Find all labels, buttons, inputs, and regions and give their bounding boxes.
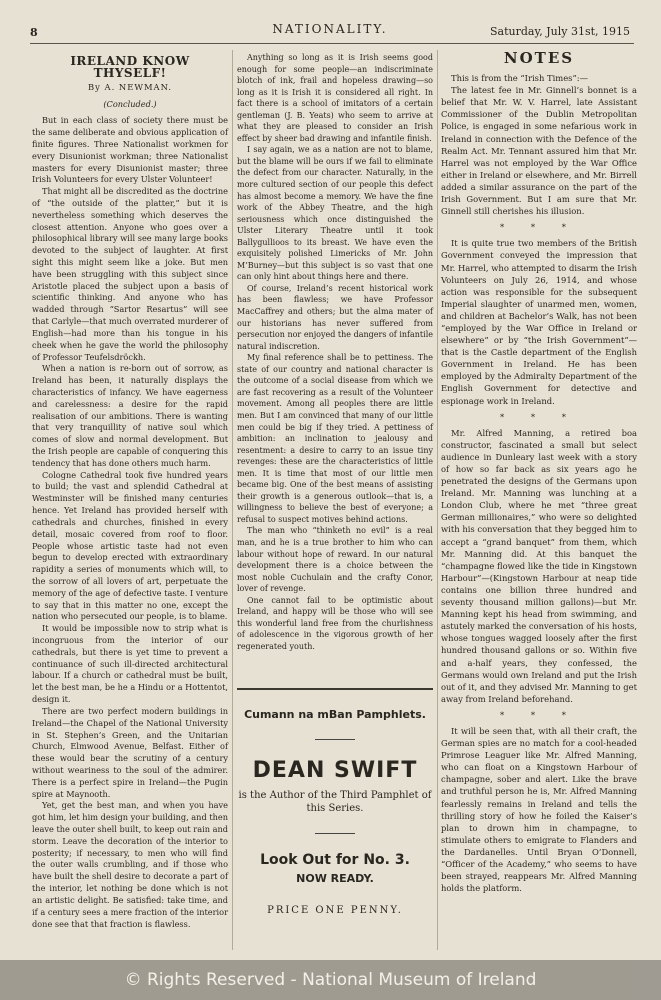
page-number: 8	[30, 26, 38, 39]
section-stars: * * *	[500, 222, 578, 233]
paragraph: Anything so long as it is Irish seems good enough for some people—an indiscriminate blotch of ink, frail and hopeless drawing—so long as it is Irish it is considered all right. In fact there is a school of imitators of a certain gentleman (J. B. Yeats) who seem to arrive at what they are pleased to consider an Irish effect by sheer bad drawing and infantile finish.	[237, 53, 433, 143]
paragraph: Of course, Ireland’s recent historical work has been flawless; we have Professor MacCaffrey and others; but the alma mater of our historians has never suffered from persecution nor enjoyed the dangers of infantile natural indiscretion.	[237, 283, 433, 351]
column-divider	[437, 50, 438, 950]
paragraph: I say again, we as a nation are not to blame, but the blame will be ours if we fail to eliminate the defect from our character. Naturally, in the more cultured section of our people this defect has almost become a memory. We have the fine work of the Abbey Theatre, and the high seriousness which once distinguished the Ulster Literary Theatre until it took Ballygullioos to its breast. We have even the exquisitely polished Limericks of Mr. John M’Burney—but this subject is so vast that one can only hint about things here and there.	[237, 145, 433, 282]
article-column-1	[32, 52, 228, 930]
column-divider	[232, 50, 233, 950]
paragraph: My final reference shall be to pettiness. The state of our country and national character is the outcome of a social disease from which we are fast recovering as a result of the Volunteer movement. Among all peoples there are little men. But I am convinced that many of our little men could be big if they tried. A pettiness of ambition: an inclination to jealousy and resentment: a desire to carry to an issue tiny revenges: these are the characteristics of little men. It is time that most of our little men became big. One of the best means of assisting their growth is a generous outlook—that is, a willingness to believe the best of everyone; a refusal to suspect motives behind actions.	[237, 353, 433, 524]
notes-heading: NOTES	[503, 49, 575, 67]
masthead: NATIONALITY.	[272, 22, 388, 36]
page-header	[30, 22, 630, 42]
article-column-2	[237, 52, 433, 652]
advert-divider	[315, 739, 355, 740]
paragraph: Cologne Cathedral took five hundred years to build; the vast and splendid Cathedral at Westminster will be finished many centuries hence. Yet Ireland has provided herself with cathedrals and churches, finished in every detail, mosaic covered from roof to floor. People whose artistic taste had not even begun to develop erected with extraordinary rapidity a series of monuments which will, to the sorrow of all lovers of art, perpetuate the memory of the age of defective taste. I venture to say that in this matter no one, except the nation who persecuted our people, is to blame.	[32, 469, 228, 622]
paragraph: It will be seen that, with all their craft, the German spies are no match for a cool-headed Primrose Leaguer like Mr. Alfred Manning, who can float on a Kingstown Harbour of champagne, sober and alert. Like the brave and truthful person he is, Mr. Alfred Manning fearlessly remains in Ireland and tells the thrilling story of how he foiled the Kaiser’s plan to drown him in champagne, to stimulate others to emigrate to Flanders and the Dardanelles. Until Bryan O’Donnell, “Officer of the Academy,” who seems to have been strayed, reappears Mr. Alfred Manning holds the platform.	[441, 725, 637, 894]
advert-price: PRICE ONE PENNY.	[267, 905, 403, 916]
advert-text: is the Author of the Third Pamphlet of this Series.	[238, 790, 432, 814]
section-stars: * * *	[500, 411, 578, 422]
header-rule	[30, 43, 634, 44]
paragraph: Mr. Alfred Manning, a retired boa constructor, fascinated a small but select audience in Dunleary last week with a story of how so far back as six years ago he penetrated the designs of the Germans upon Ireland. Mr. Manning was lunching at a London Club, where he met “three great German millionaires,” who were so delighted with his conversation that they begged him to accept a “grand banquet” from them, which Mr. Manning did. At this banquet the “champagne flowed like the tide in Kingstown Harbour”—(Kingstown Harbour at neap tide contains one billion three hundred and seventy thousand million gallons)—but Mr. Manning kept his head from swimming, and astutely marked the conversation of his hosts, whose tongues wagged loosely after the first hundred thousand gallons or so. Within five and a-half years, they confessed, the Germans would own Ireland and put the Irish out of it, and they advised Mr. Manning to get away from Ireland beforehand.	[441, 427, 637, 704]
pamphlet-advert	[237, 688, 433, 960]
paragraph: There are two perfect modern buildings in Ireland—the Chapel of the National University in St. Stephen’s Green, and the Unitarian Church, Elmwood Avenue, Belfast. Either of these would bear the scrutiny of a century without weariness to the soul of the admirer. There is a perfect spire in Ireland—the Pugin spire at Maynooth.	[32, 705, 228, 799]
advert-heading: Cumann na mBan Pamphlets.	[244, 708, 426, 721]
paragraph: Yet, get the best man, and when you have got him, let him design your building, and then leave the outer shell built, to keep out rain and storm. Leave the decoration of the interior to posterity; if necessary, to men who will find the outer walls crumbling, and if those who have built the shell desire to decorate a part of the interior, let nothing be done which is not an artistic delight. Be satisfied: take time, and if a century sees a mere fraction of the interior done see that that fraction is flawless.	[32, 800, 228, 929]
paragraph: When a nation is re-born out of sorrow, as Ireland has been, it naturally displays the characteristics of infancy. We have eagerness and carelessness: a desire for the rapid realisation of our ambitions. There is wanting that very tranquillity of native soul which comes of slow and normal development. But the Irish people are capable of conquering this tendency that has done others much harm.	[32, 363, 228, 468]
paragraph: The latest fee in Mr. Ginnell’s bonnet is a belief that Mr. W. V. Harrel, late Assistant Commissioner of the Dublin Metropolitan Police, is engaged in some nefarious work in Ireland in connection with the Defence of the Realm Act. Mr. Tennant assured him that Mr. Harrel was not employed by the War Office either in Ireland or elsewhere, and Mr. Birrell added a similar assurance on the part of the Irish Government. But I am sure that Mr. Ginnell still cherishes his illusion.	[441, 85, 637, 217]
advert-lookout: Look Out for No. 3.	[260, 852, 410, 868]
section-stars: * * *	[500, 709, 578, 720]
article-byline: By A. NEWMAN.	[87, 81, 173, 92]
notes-column	[441, 49, 637, 894]
paragraph: But in each class of society there must be the same deliberate and obvious application of finite figures. Three Nationalist workmen for every Disunionist workman; three Nationalist masters for every Disunionist master; three Irish Volunteers for every Ulster Volunteer!	[32, 115, 228, 185]
paragraph: It is quite true two members of the British Government conveyed the impression that Mr. Harrel, who attempted to disarm the Irish Volunteers on July 26, 1914, and whose action was responsible for the subsequent Imperial slaughter of unarmed men, women, and children at Bachelor’s Walk, has not been “employed by the War Office in Ireland or elsewhere” or by “the Irish Government”—that is the Castle department of the English Government in Ireland. He has been employed by the Admiralty Department of the English Government for detective and espionage work in Ireland.	[441, 238, 637, 406]
paragraph: The man who “thinketh no evil” is a real man, and he is a true brother to him who can labour without hope of reward. In our natural development there is a choice between the most noble Cuchulain and the crafty Conor, lover of revenge.	[237, 526, 433, 594]
advert-divider	[315, 833, 355, 834]
issue-date: Saturday, July 31st, 1915	[490, 25, 630, 38]
paragraph: This is from the “Irish Times”:—	[451, 73, 588, 84]
advert-name: DEAN SWIFT	[252, 758, 418, 783]
article-title: IRELAND KNOW THYSELF!	[70, 54, 190, 80]
paragraph: It would be impossible now to strip what is incongruous from the interior of our cathedrals, but there is yet time to prevent a continuance of such ill-directed architectural labour. If a church or cathedral must be built, let the best man, be he a Hindu or a Hottentot, design it.	[32, 623, 228, 705]
copyright-watermark: © Rights Reserved - National Museum of Ireland	[0, 960, 661, 1000]
advert-ready: NOW READY.	[296, 872, 374, 885]
paragraph: One cannot fail to be optimistic about Ireland, and happy will be those who will see this wonderful land free from the churlishness of adolescence in the vigorous growth of her regenerated youth.	[237, 595, 433, 651]
paragraph: That might all be discredited as the doctrine of “the outside of the platter,” but it is nevertheless something which deserves the closest attention. Anyone who goes over a philosophical library will see many large books devoted to the subject of laughter. At first sight this might seem like a joke. But men have been struggling with this subject since Aristotle placed the subject upon a basis of scientific thinking. And anyone who has wadded through “Sartor Resartus” will see that Carlyle—that much overrated murderer of English—had more than his tongue in his cheek when he gave the world the philosophy of Professor Teufelsdröckh.	[32, 186, 228, 362]
concluded-note: (Concluded.)	[103, 99, 157, 110]
